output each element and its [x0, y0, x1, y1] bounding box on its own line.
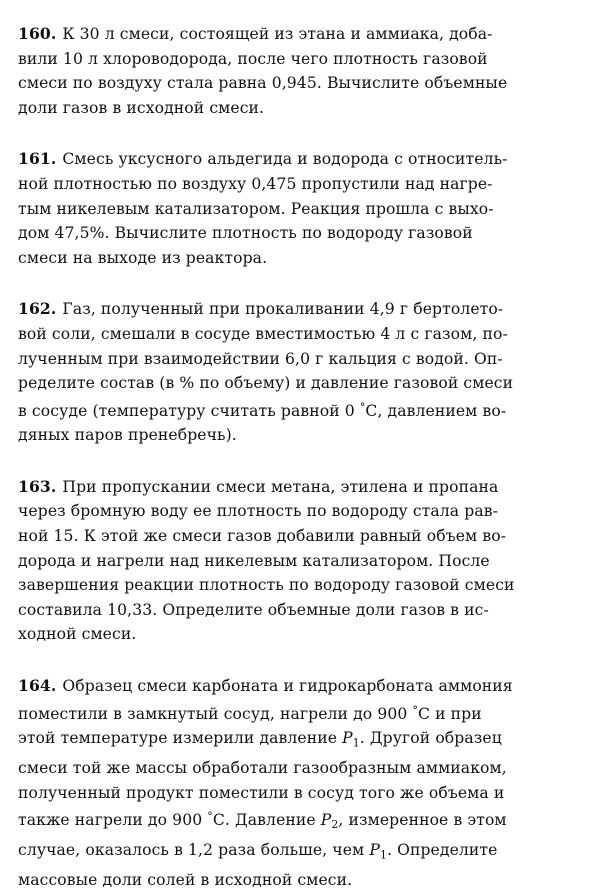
- text-line: поместили в замкнутый сосуд, нагрели до 900 °С и при: [18, 703, 482, 723]
- text-line: смеси той же массы обработали газообразным аммиаком,: [18, 758, 507, 777]
- text-line: случае, оказалось в 1,2 раза больше, чем $P_1$. Определите: [18, 840, 498, 862]
- text-line: дом 47,5%. Вычислите плотность по водороду газовой: [18, 224, 473, 243]
- text-line: 160. К 30 л смеси, состоящей из этана и аммиака, доба-: [18, 24, 493, 43]
- text-line: вили 10 л хлороводорода, после чего плотность газовой: [18, 49, 488, 68]
- text-line: дорода и нагрели над никелевым катализатором. После: [18, 551, 490, 570]
- problem-163: [18, 475, 580, 647]
- text-line: дяных паров пренебречь).: [18, 426, 237, 445]
- text-line: составила 10,33. Определите объемные доли газов в ис-: [18, 600, 489, 619]
- text-line: лученным при взаимодействии 6,0 г кальция с водой. Оп-: [18, 349, 503, 368]
- text-line: 162. Газ, полученный при прокаливании 4,9 г бертолето-: [18, 299, 504, 319]
- text-line: этой температуре измерили давление $P_1$. Другой образец: [18, 729, 502, 750]
- text-line: смеси по воздуху стала равна 0,945. Вычислите объемные: [18, 74, 508, 93]
- problem-number: 160.: [18, 24, 57, 43]
- text-line: ходной смеси.: [18, 625, 137, 644]
- problem-number: 162.: [18, 299, 57, 319]
- problem-number: 163.: [18, 476, 57, 496]
- text-line: массовые доли солей в исходной смеси.: [18, 870, 353, 889]
- text-line: через бромную воду ее плотность по водороду стала рав-: [18, 502, 498, 521]
- problem-number: 164.: [18, 675, 57, 695]
- problem-164: [18, 674, 580, 892]
- text-line: завершения реакции плотность по водороду газовой смеси: [18, 576, 515, 595]
- problem-162: [18, 297, 580, 447]
- text-line: также нагрели до 900 °С. Давление $P_2$, измеренное в этом: [18, 810, 507, 832]
- text-line: полученный продукт поместили в сосуд того же объема и: [18, 783, 505, 802]
- text-line: 163. При пропускании смеси метана, этилена и пропана: [18, 476, 499, 496]
- text-line: ной 15. К этой же смеси газов добавили равный объем во-: [18, 527, 507, 545]
- text-line: в сосуде (температуру считать равной 0 °С, давлением во-: [18, 400, 507, 420]
- text-line: тым никелевым катализатором. Реакция прошла с выхо-: [18, 199, 494, 218]
- text-line: доли газов в исходной смеси.: [18, 98, 265, 117]
- problem-160: [18, 22, 580, 120]
- problem-number: 161.: [18, 149, 57, 169]
- text-line: ределите состав (в % по объему) и давление газовой смеси: [18, 374, 514, 393]
- text-line: смеси на выходе из реактора.: [18, 248, 268, 267]
- text-line: вой соли, смешали в сосуде вместимостью 4 л с газом, по-: [18, 324, 508, 343]
- problem-161: [18, 147, 580, 270]
- text-line: 161. Смесь уксусного альдегида и водорода с относитель-: [18, 149, 508, 169]
- text-line: ной плотностью по воздуху 0,475 пропустили над нагре-: [18, 174, 493, 193]
- text-line: 164. Образец смеси карбоната и гидрокарбоната аммония: [18, 675, 513, 695]
